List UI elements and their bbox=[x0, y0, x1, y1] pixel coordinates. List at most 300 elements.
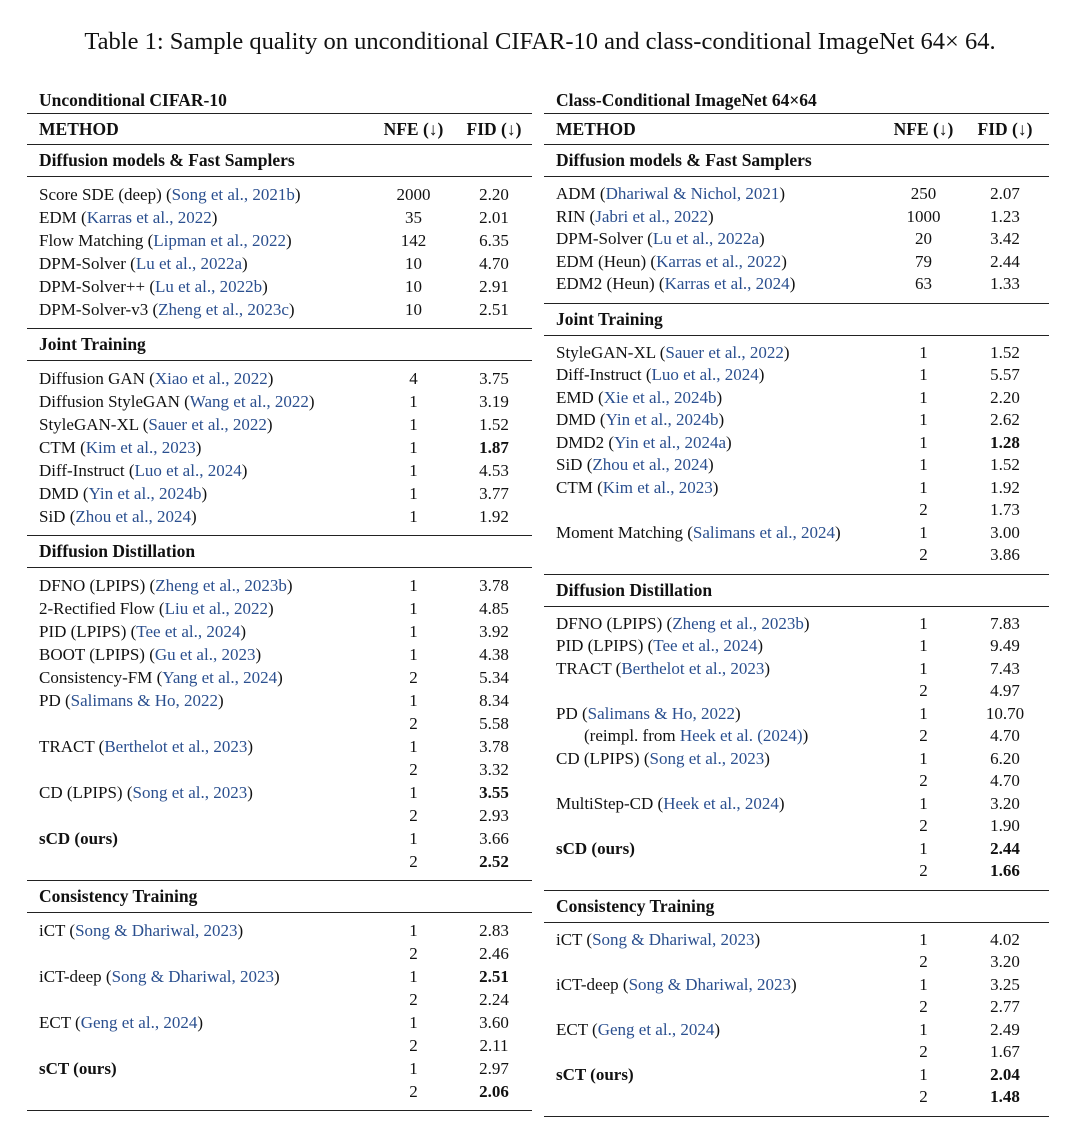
fid-cell: 1.87 bbox=[479, 438, 509, 457]
citation-link[interactable]: Xie et al., 2024b bbox=[603, 387, 717, 407]
nfe-cell: 1 bbox=[409, 829, 418, 848]
citation-close: ) bbox=[735, 703, 741, 723]
fid-cell: 1.23 bbox=[990, 206, 1020, 226]
method-cell bbox=[544, 1041, 886, 1064]
table-row bbox=[544, 183, 1049, 206]
method-cell bbox=[27, 1034, 371, 1057]
method-name: PID (LPIPS) ( bbox=[556, 636, 654, 655]
citation-link[interactable]: Berthelot et al., 2023 bbox=[621, 658, 765, 678]
method-name: Moment Matching ( bbox=[556, 522, 693, 542]
method-cell bbox=[27, 850, 371, 873]
method-cell bbox=[544, 387, 886, 410]
method-cell bbox=[544, 1086, 886, 1109]
nfe-cell: 1 bbox=[409, 415, 418, 434]
nfe-cell: 1 bbox=[409, 461, 418, 480]
citation-close: ) bbox=[274, 967, 280, 986]
cifar10-table bbox=[27, 88, 532, 1111]
method-header: METHOD bbox=[556, 118, 636, 139]
fid-cell: 1.52 bbox=[990, 342, 1020, 362]
table-row bbox=[27, 988, 532, 1011]
fid-cell: 4.53 bbox=[479, 461, 509, 480]
fid-cell: 7.83 bbox=[990, 613, 1020, 633]
method-cell bbox=[544, 635, 886, 658]
citation-close: ) bbox=[201, 484, 208, 503]
fid-cell: 3.77 bbox=[479, 484, 509, 503]
nfe-cell: 1 bbox=[919, 387, 928, 407]
section-title: Diffusion models & Fast Samplers bbox=[27, 145, 532, 177]
method-cell bbox=[27, 459, 371, 482]
table-row bbox=[27, 252, 532, 275]
fid-cell: 1.33 bbox=[990, 274, 1020, 293]
method-cell bbox=[544, 251, 886, 274]
fid-cell: 3.78 bbox=[479, 576, 509, 595]
table-row bbox=[544, 838, 1049, 861]
table-row bbox=[27, 459, 532, 482]
table-section bbox=[544, 575, 1049, 891]
table-row bbox=[27, 735, 532, 758]
citation-close: ) bbox=[241, 461, 248, 480]
table-row bbox=[544, 996, 1049, 1019]
method-cell bbox=[544, 815, 886, 838]
table-row bbox=[27, 643, 532, 666]
nfe-cell: 1 bbox=[919, 1019, 928, 1039]
table-row bbox=[27, 436, 532, 459]
citation-link[interactable]: Zheng et al., 2023b bbox=[155, 576, 287, 595]
table-row bbox=[544, 680, 1049, 703]
table-row bbox=[544, 454, 1049, 477]
fid-cell: 4.70 bbox=[990, 726, 1020, 745]
table-row bbox=[544, 929, 1049, 952]
fid-cell: 1.52 bbox=[990, 455, 1020, 474]
citation-link[interactable]: Song & Dhariwal, 2023 bbox=[628, 974, 791, 994]
method-name: MultiStep-CD ( bbox=[556, 793, 664, 813]
method-name: SiD ( bbox=[556, 455, 593, 474]
citation-link[interactable]: Salimans & Ho, 2022 bbox=[587, 703, 735, 723]
citation-link[interactable]: Berthelot et al., 2023 bbox=[104, 737, 248, 756]
fid-cell: 5.57 bbox=[990, 365, 1020, 384]
table-row bbox=[544, 387, 1049, 410]
table-section bbox=[544, 891, 1049, 1117]
method-cell bbox=[27, 597, 371, 620]
nfe-cell: 1 bbox=[409, 967, 418, 986]
method-cell bbox=[544, 725, 886, 748]
citation-link[interactable]: Wang et al., 2022 bbox=[189, 392, 309, 411]
citation-close: ) bbox=[197, 1013, 203, 1032]
citation-close: ) bbox=[266, 415, 273, 434]
table-row bbox=[27, 413, 532, 436]
method-name: StyleGAN-XL ( bbox=[39, 415, 149, 434]
nfe-cell: 1 bbox=[409, 484, 418, 503]
citation-link[interactable]: Song et al., 2023 bbox=[132, 783, 248, 802]
method-name: DMD2 ( bbox=[556, 432, 615, 452]
fid-cell: 1.52 bbox=[479, 415, 509, 434]
citation-close: ) bbox=[757, 636, 764, 655]
method-name: DPM-Solver-v3 ( bbox=[39, 300, 159, 319]
method-name: DFNO (LPIPS) ( bbox=[39, 576, 156, 595]
table-row bbox=[544, 635, 1049, 658]
table-row bbox=[544, 206, 1049, 229]
fid-cell: 1.90 bbox=[990, 816, 1020, 835]
citation-link[interactable]: Heek et al., 2024 bbox=[663, 793, 779, 813]
method-name: sCT (ours) bbox=[39, 1059, 117, 1078]
citation-close: ) bbox=[778, 793, 785, 813]
citation-link[interactable]: Salimans et al., 2024 bbox=[692, 522, 836, 542]
citation-close: ) bbox=[759, 229, 765, 248]
fid-cell: 2.44 bbox=[990, 251, 1020, 271]
citation-close: ) bbox=[286, 576, 293, 595]
citation-close: ) bbox=[758, 365, 765, 384]
citation-link[interactable]: Zhou et al., 2024 bbox=[592, 455, 709, 474]
citation-link[interactable]: Jabri et al., 2022 bbox=[595, 206, 709, 226]
fid-cell: 2.52 bbox=[479, 852, 509, 871]
table-section bbox=[27, 145, 532, 329]
citation-link[interactable]: Zhou et al., 2024 bbox=[75, 507, 192, 526]
fid-cell: 3.66 bbox=[479, 829, 509, 848]
citation-link[interactable]: Sauer et al., 2022 bbox=[148, 415, 267, 434]
citation-close: ) bbox=[242, 254, 248, 273]
method-name: iCT-deep ( bbox=[39, 967, 112, 986]
section-rows bbox=[544, 177, 1049, 304]
citation-link[interactable]: Lipman et al., 2022 bbox=[153, 231, 286, 250]
nfe-cell: 1 bbox=[919, 748, 928, 768]
table-row bbox=[544, 544, 1049, 567]
citation-close: ) bbox=[218, 691, 224, 710]
method-name: CTM ( bbox=[39, 438, 86, 457]
citation-link[interactable]: Salimans & Ho, 2022 bbox=[70, 691, 218, 710]
method-cell bbox=[544, 499, 886, 522]
table-row bbox=[27, 1034, 532, 1057]
method-name: iCT-deep ( bbox=[556, 974, 629, 994]
citation-link[interactable]: Yin et al., 2024a bbox=[614, 432, 726, 452]
citation-link[interactable]: Song & Dhariwal, 2023 bbox=[592, 929, 755, 949]
method-cell bbox=[544, 544, 886, 567]
method-cell bbox=[27, 781, 371, 804]
nfe-cell: 2 bbox=[919, 545, 928, 564]
nfe-header: NFE (↓) bbox=[893, 118, 954, 139]
fid-cell: 2.77 bbox=[990, 997, 1020, 1016]
fid-cell: 3.92 bbox=[479, 622, 509, 641]
fid-cell: 2.62 bbox=[990, 410, 1020, 429]
method-cell bbox=[27, 919, 371, 942]
citation-link[interactable]: Luo et al., 2024 bbox=[134, 461, 242, 480]
nfe-cell: 79 bbox=[915, 251, 932, 271]
nfe-header: NFE (↓) bbox=[383, 118, 444, 139]
citation-close: ) bbox=[308, 392, 315, 411]
fid-cell: 2.49 bbox=[990, 1019, 1020, 1039]
method-cell bbox=[27, 804, 371, 827]
table-row bbox=[544, 815, 1049, 838]
method-cell bbox=[27, 413, 371, 436]
citation-close: ) bbox=[764, 748, 770, 768]
method-name: iCT ( bbox=[556, 929, 593, 949]
method-cell bbox=[544, 183, 886, 206]
method-cell bbox=[27, 436, 371, 459]
nfe-cell: 1 bbox=[919, 522, 928, 542]
table-row bbox=[544, 770, 1049, 793]
table-row bbox=[27, 597, 532, 620]
citation-link[interactable]: Zheng et al., 2023c bbox=[158, 300, 289, 319]
citation-close: ) bbox=[262, 277, 268, 296]
citation-link[interactable]: Kim et al., 2023 bbox=[602, 477, 713, 497]
table-row bbox=[27, 850, 532, 873]
section-title: Diffusion Distillation bbox=[544, 575, 1049, 607]
nfe-cell: 2 bbox=[409, 806, 418, 825]
method-name: TRACT ( bbox=[39, 737, 105, 756]
fid-cell: 4.38 bbox=[479, 645, 509, 664]
citation-link[interactable]: Yin et al., 2024b bbox=[88, 484, 202, 503]
fid-cell: 3.60 bbox=[479, 1013, 509, 1032]
citation-link[interactable]: Tee et al., 2024 bbox=[653, 636, 758, 655]
imagenet64-table bbox=[544, 88, 1049, 1117]
nfe-cell: 10 bbox=[405, 277, 422, 296]
citation-link[interactable]: Song et al., 2023 bbox=[649, 748, 765, 768]
citation-link[interactable]: Zheng et al., 2023b bbox=[672, 613, 804, 633]
fid-cell: 2.46 bbox=[479, 944, 509, 963]
table-row bbox=[27, 482, 532, 505]
citation-close: ) bbox=[708, 455, 714, 474]
table-row bbox=[27, 827, 532, 850]
nfe-cell: 1000 bbox=[906, 206, 941, 226]
method-name: CD (LPIPS) ( bbox=[39, 783, 133, 802]
method-cell bbox=[544, 273, 886, 296]
method-cell bbox=[27, 1080, 371, 1103]
nfe-cell: 1 bbox=[409, 599, 418, 618]
nfe-cell: 20 bbox=[915, 229, 932, 248]
table-row bbox=[544, 1086, 1049, 1109]
citation-close: ) bbox=[211, 208, 218, 227]
method-name: sCD (ours) bbox=[39, 829, 118, 848]
method-name: RIN ( bbox=[556, 206, 596, 226]
citation-link[interactable]: Sauer et al., 2022 bbox=[665, 342, 784, 362]
citation-close: ) bbox=[255, 645, 262, 664]
method-cell bbox=[544, 522, 886, 545]
fid-cell: 3.86 bbox=[990, 545, 1020, 564]
table-section bbox=[544, 145, 1049, 304]
method-name: BOOT (LPIPS) ( bbox=[39, 645, 155, 664]
citation-link[interactable]: Geng et al., 2024 bbox=[80, 1013, 198, 1032]
nfe-cell: 2000 bbox=[396, 185, 431, 204]
table-row bbox=[27, 367, 532, 390]
table-row bbox=[27, 620, 532, 643]
citation-link[interactable]: Luo et al., 2024 bbox=[651, 365, 759, 384]
method-cell bbox=[27, 183, 371, 206]
citation-close: ) bbox=[288, 300, 295, 319]
section-rows bbox=[544, 607, 1049, 891]
method-name: iCT ( bbox=[39, 921, 76, 940]
citation-close: ) bbox=[285, 231, 292, 250]
table-row bbox=[27, 689, 532, 712]
citation-link[interactable]: Kim et al., 2023 bbox=[85, 438, 196, 457]
method-name: DPM-Solver ( bbox=[39, 254, 136, 273]
table-row bbox=[27, 183, 532, 206]
fid-cell: 7.43 bbox=[990, 658, 1020, 678]
nfe-cell: 63 bbox=[915, 274, 932, 293]
nfe-cell: 2 bbox=[919, 952, 928, 971]
fid-cell: 2.97 bbox=[479, 1059, 509, 1078]
citation-link[interactable]: Lu et al., 2022a bbox=[135, 254, 243, 273]
citation-link[interactable]: Lu et al., 2022b bbox=[154, 277, 263, 296]
citation-link[interactable]: Yang et al., 2024 bbox=[162, 668, 278, 687]
method-cell bbox=[544, 996, 886, 1019]
fid-cell: 2.07 bbox=[990, 184, 1020, 203]
method-name: PD ( bbox=[39, 691, 71, 710]
table-row bbox=[27, 781, 532, 804]
citation-link[interactable]: Song & Dhariwal, 2023 bbox=[111, 967, 274, 986]
section-rows bbox=[27, 177, 532, 329]
fid-cell: 6.35 bbox=[479, 231, 509, 250]
citation-link[interactable]: Karras et al., 2022 bbox=[656, 251, 782, 271]
method-name: Score SDE (deep) ( bbox=[39, 185, 172, 204]
nfe-cell: 2 bbox=[409, 760, 418, 779]
citation-close: ) bbox=[803, 613, 810, 633]
fid-cell: 5.34 bbox=[479, 668, 509, 687]
nfe-cell: 1 bbox=[919, 613, 928, 633]
method-cell bbox=[544, 658, 886, 681]
nfe-cell: 2 bbox=[919, 1042, 928, 1061]
nfe-cell: 250 bbox=[910, 184, 937, 203]
method-cell bbox=[27, 689, 371, 712]
table-header bbox=[544, 113, 1049, 145]
fid-cell: 2.04 bbox=[990, 1064, 1020, 1084]
citation-close: ) bbox=[716, 387, 723, 407]
citation-link[interactable]: Liu et al., 2022 bbox=[164, 599, 268, 618]
table-section bbox=[544, 304, 1049, 575]
nfe-cell: 35 bbox=[405, 208, 422, 227]
table-row bbox=[27, 666, 532, 689]
method-name: Diffusion StyleGAN ( bbox=[39, 392, 190, 411]
nfe-cell: 2 bbox=[409, 668, 418, 687]
table-row bbox=[544, 725, 1049, 748]
nfe-cell: 1 bbox=[919, 1064, 928, 1084]
citation-link[interactable]: Dhariwal & Nichol, 2021 bbox=[605, 184, 780, 203]
table-row bbox=[27, 505, 532, 528]
nfe-cell: 1 bbox=[919, 658, 928, 678]
citation-link[interactable]: Yin et al., 2024b bbox=[605, 410, 719, 429]
nfe-cell: 1 bbox=[919, 410, 928, 429]
citation-link[interactable]: Xiao et al., 2022 bbox=[154, 369, 268, 388]
citation-link[interactable]: Song & Dhariwal, 2023 bbox=[75, 921, 238, 940]
nfe-cell: 10 bbox=[405, 300, 422, 319]
fid-cell: 3.32 bbox=[479, 760, 509, 779]
nfe-cell: 1 bbox=[409, 645, 418, 664]
citation-link[interactable]: Geng et al., 2024 bbox=[597, 1019, 715, 1039]
citation-close: ) bbox=[783, 342, 790, 362]
table-row bbox=[544, 974, 1049, 997]
citation-close: ) bbox=[779, 184, 786, 203]
table-row bbox=[27, 390, 532, 413]
nfe-cell: 2 bbox=[919, 771, 928, 790]
table-row bbox=[544, 409, 1049, 432]
method-cell bbox=[27, 988, 371, 1011]
fid-cell: 4.70 bbox=[479, 254, 509, 273]
method-cell bbox=[27, 965, 371, 988]
citation-close: ) bbox=[191, 507, 197, 526]
citation-link[interactable]: Karras et al., 2022 bbox=[86, 208, 212, 227]
nfe-cell: 1 bbox=[409, 392, 418, 411]
citation-close: ) bbox=[714, 1019, 720, 1039]
fid-header: FID (↓) bbox=[466, 118, 522, 139]
nfe-cell: 1 bbox=[919, 477, 928, 497]
citation-link[interactable]: Heek et al. (2024) bbox=[679, 726, 803, 745]
citation-close: ) bbox=[267, 369, 274, 388]
fid-cell: 2.83 bbox=[479, 921, 509, 940]
table-row bbox=[544, 1064, 1049, 1087]
fid-header: FID (↓) bbox=[977, 118, 1033, 139]
citation-close: ) bbox=[268, 599, 274, 618]
nfe-cell: 1 bbox=[409, 921, 418, 940]
nfe-cell: 1 bbox=[919, 365, 928, 384]
table-row bbox=[544, 342, 1049, 365]
fid-cell: 3.55 bbox=[479, 783, 509, 802]
nfe-cell: 2 bbox=[409, 944, 418, 963]
table-row bbox=[544, 860, 1049, 883]
table-caption: Table 1: Sample quality on unconditional CIFAR-10 and class-conditional ImageNet 64× 64. bbox=[84, 28, 996, 55]
method-name: Diff-Instruct ( bbox=[556, 365, 652, 384]
nfe-cell: 4 bbox=[409, 369, 418, 388]
method-cell bbox=[27, 827, 371, 850]
table-row bbox=[27, 574, 532, 597]
nfe-cell: 2 bbox=[409, 714, 418, 733]
method-name: DMD ( bbox=[556, 410, 606, 429]
nfe-cell: 1 bbox=[919, 703, 928, 723]
nfe-cell: 2 bbox=[409, 1036, 418, 1055]
citation-link[interactable]: Tee et al., 2024 bbox=[136, 622, 241, 641]
citation-link[interactable]: Karras et al., 2024 bbox=[664, 274, 790, 293]
citation-close: ) bbox=[791, 974, 797, 994]
fid-cell: 10.70 bbox=[985, 703, 1025, 723]
nfe-cell: 1 bbox=[409, 622, 418, 641]
citation-link[interactable]: Gu et al., 2023 bbox=[154, 645, 256, 664]
nfe-cell: 2 bbox=[919, 1087, 928, 1106]
method-cell bbox=[27, 643, 371, 666]
nfe-cell: 2 bbox=[409, 990, 418, 1009]
fid-cell: 3.25 bbox=[990, 974, 1020, 994]
method-cell bbox=[27, 252, 371, 275]
table-row bbox=[544, 522, 1049, 545]
table-row bbox=[27, 942, 532, 965]
nfe-cell: 2 bbox=[919, 816, 928, 835]
nfe-cell: 1 bbox=[409, 438, 418, 457]
citation-close: ) bbox=[195, 438, 202, 457]
citation-link[interactable]: Lu et al., 2022a bbox=[652, 229, 760, 248]
method-name: DPM-Solver++ ( bbox=[39, 277, 155, 296]
nfe-cell: 2 bbox=[919, 861, 928, 880]
method-cell bbox=[27, 298, 371, 321]
method-cell bbox=[27, 1057, 371, 1080]
table-row bbox=[544, 613, 1049, 636]
table-row bbox=[544, 793, 1049, 816]
citation-link[interactable]: Song et al., 2021b bbox=[171, 185, 295, 204]
section-rows bbox=[27, 361, 532, 536]
section-title: Diffusion models & Fast Samplers bbox=[544, 145, 1049, 177]
section-rows bbox=[544, 336, 1049, 575]
citation-close: ) bbox=[247, 783, 253, 802]
method-name: EDM2 (Heun) ( bbox=[556, 274, 665, 293]
method-cell bbox=[544, 1019, 886, 1042]
method-cell bbox=[544, 477, 886, 500]
table-title: Class-Conditional ImageNet 64×64 bbox=[556, 90, 817, 110]
nfe-cell: 142 bbox=[400, 231, 427, 250]
nfe-cell: 2 bbox=[919, 726, 928, 745]
fid-cell: 4.97 bbox=[990, 681, 1020, 700]
method-cell bbox=[544, 409, 886, 432]
table-row bbox=[544, 364, 1049, 387]
method-cell bbox=[544, 703, 886, 726]
method-name: Flow Matching ( bbox=[39, 231, 154, 250]
table-row bbox=[544, 499, 1049, 522]
method-cell bbox=[544, 206, 886, 229]
nfe-cell: 2 bbox=[409, 852, 418, 871]
